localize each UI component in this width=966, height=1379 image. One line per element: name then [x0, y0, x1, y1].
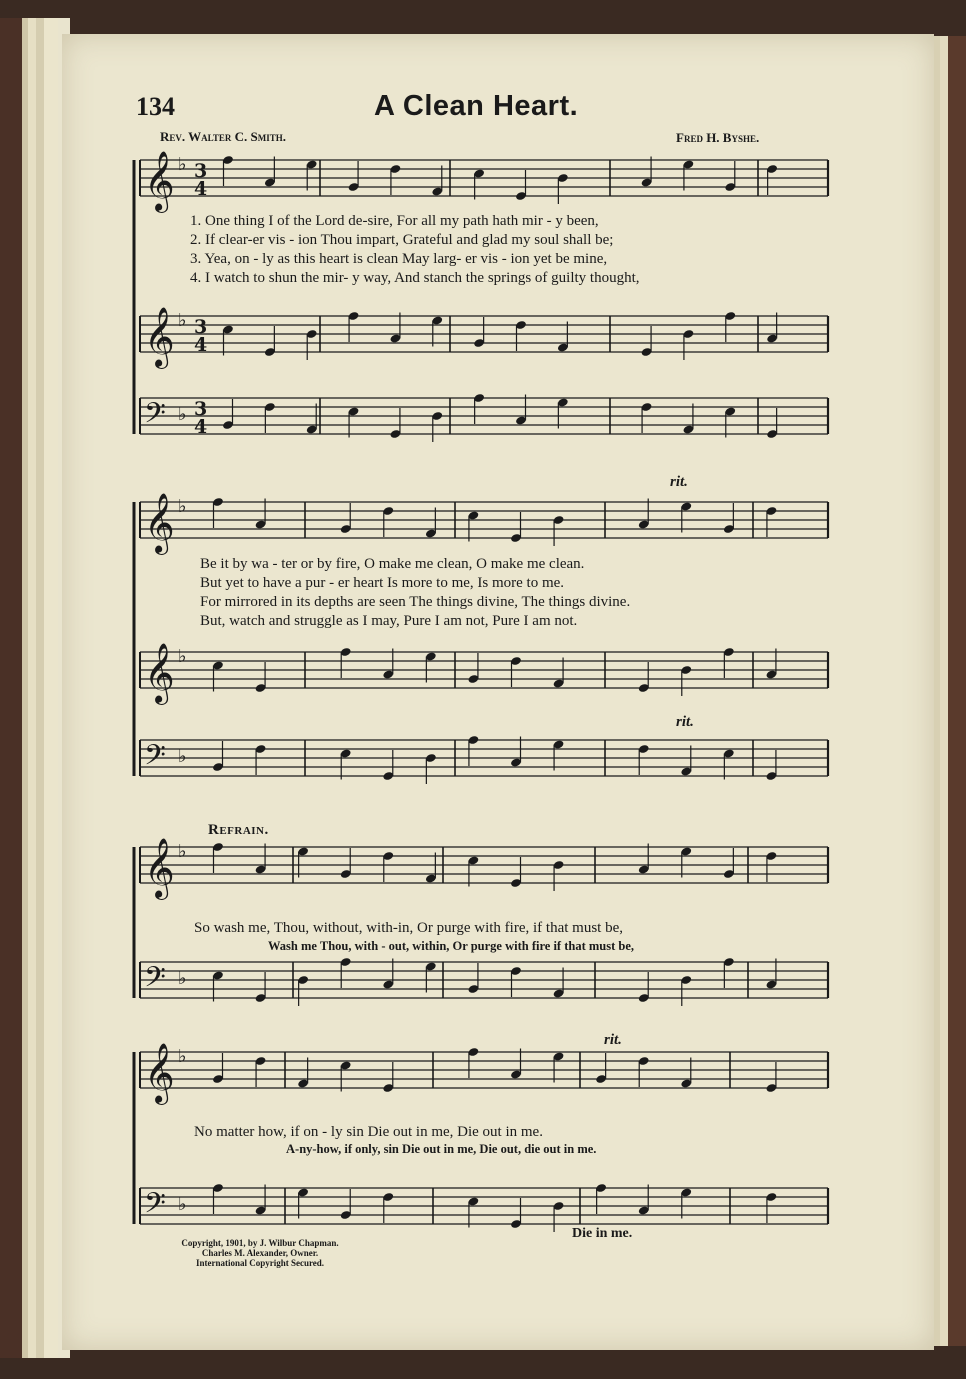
bass-clef: 𝄢 [144, 1187, 166, 1227]
refrain-heading: Refrain. [208, 822, 269, 838]
refrain-line-1-upper: So wash me, Thou, without, with-in, Or purge with fire, if that must be, [194, 920, 623, 936]
refrain-line-2-lower: A-ny-how, if only, sin Die out in me, Die out, die out in me. [286, 1142, 597, 1156]
lyricist-credit: Rev. Walter C. Smith. [160, 129, 286, 144]
cue-lyric: Die in me. [572, 1226, 633, 1241]
flat-sign: ♭ [178, 496, 187, 517]
treble-clef: 𝄞 [144, 151, 175, 211]
copyright-line: Charles M. Alexander, Owner. [201, 1248, 319, 1258]
copyright-line: International Copyright Secured. [195, 1258, 325, 1268]
flat-sign: ♭ [178, 841, 187, 862]
copyright-line: Copyright, 1901, by J. Wilbur Chapman. [181, 1238, 339, 1248]
verse-2-line-1: 2. If clear-er vis - ion Thou impart, Grateful and glad my soul shall be; [190, 232, 614, 248]
flat-sign: ♭ [178, 968, 187, 989]
verse-1-line-2: Be it by wa - ter or by fire, O make me clean, O make me clean. [200, 556, 585, 572]
verse-4-line-1: 4. I watch to shun the mir- y way, And stanch the springs of guilty thought, [190, 270, 640, 286]
hymn-title: A Clean Heart. [374, 90, 579, 122]
treble-clef: 𝄞 [144, 1043, 175, 1103]
time-signature-top: 3 [194, 160, 208, 182]
time-signature-top: 3 [194, 316, 208, 338]
verse-1-line-1: 1. One thing I of the Lord de-sire, For all my path hath mir - y been, [190, 213, 599, 229]
tempo-mark-rit: rit. [676, 714, 694, 730]
verse-4-line-2: But, watch and struggle as I may, Pure I am not, Pure I am not. [200, 613, 578, 629]
treble-clef: 𝄞 [144, 493, 175, 553]
flat-sign: ♭ [178, 154, 187, 175]
refrain-line-2-upper: No matter how, if on - ly sin Die out in me, Die out in me. [194, 1124, 543, 1140]
verse-3-line-2: For mirrored in its depths are seen The things divine, The things divine. [200, 594, 631, 610]
verse-3-line-1: 3. Yea, on - ly as this heart is clean May larg- er vis - ion yet be mine, [190, 251, 608, 267]
time-signature-bottom: 4 [194, 178, 208, 200]
treble-clef: 𝄞 [144, 307, 175, 367]
verse-2-line-2: But yet to have a pur - er heart Is more to me, Is more to me. [200, 575, 565, 591]
time-signature-bottom: 4 [194, 416, 208, 438]
flat-sign: ♭ [178, 1194, 187, 1215]
page-number: 134 [136, 92, 175, 121]
treble-clef: 𝄞 [144, 838, 175, 898]
tempo-mark-rit: rit. [604, 1032, 622, 1048]
bass-clef: 𝄢 [144, 739, 166, 779]
flat-sign: ♭ [178, 310, 187, 331]
composer-credit: Fred H. Byshe. [676, 130, 760, 145]
flat-sign: ♭ [178, 646, 187, 667]
bass-clef: 𝄢 [144, 397, 166, 437]
bass-clef: 𝄢 [144, 961, 166, 1001]
flat-sign: ♭ [178, 1046, 187, 1067]
tempo-mark-rit: rit. [670, 474, 688, 490]
refrain-line-1-lower: Wash me Thou, with - out, within, Or purge with fire if that must be, [268, 939, 635, 953]
time-signature-bottom: 4 [194, 334, 208, 356]
treble-clef: 𝄞 [144, 643, 175, 703]
copyright-notice [160, 1238, 360, 1268]
time-signature-top: 3 [194, 398, 208, 420]
flat-sign: ♭ [178, 404, 187, 425]
flat-sign: ♭ [178, 746, 187, 767]
